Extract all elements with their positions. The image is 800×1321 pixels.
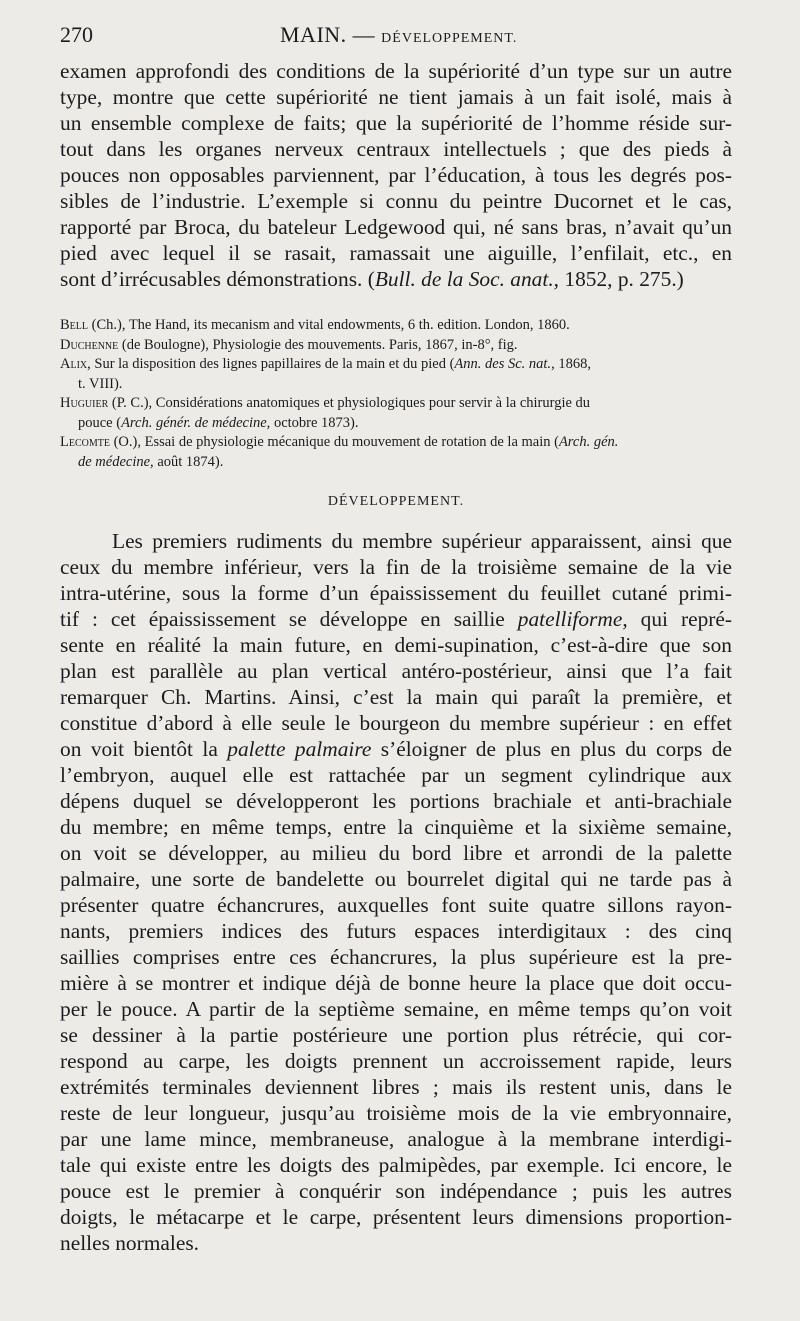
text-line: [60, 554, 732, 580]
text-run: palmaire, une sorte de bandelette ou bourrelet digital qui ne tarde pas à: [60, 867, 732, 891]
text-run: tale qui existe entre les doigts des palmipèdes, par exemple. Ici encore, le: [60, 1153, 732, 1177]
text-run: pouce est le premier à conquérir son indépendance ; puis les autres: [60, 1179, 732, 1203]
text-run: , qui repré-: [622, 607, 732, 631]
reference-text: octobre 1873).: [270, 414, 359, 431]
reference-text: (Ch.), The Hand, its mecanism and vital endowments, 6 th. edition. London, 1860.: [88, 317, 570, 333]
text-line: un ensemble complexe de faits; que la supériorité de l’homme réside sur-: [60, 111, 732, 135]
italic-term: palette palmaire: [227, 737, 372, 761]
reference-author: Lecomte: [60, 434, 110, 450]
text-run: mière à se montrer et indique déjà de bonne heure la place que doit occu-: [60, 971, 732, 995]
reference-entry: [60, 433, 732, 472]
intro-paragraph: [60, 58, 732, 292]
reference-continuation: [60, 453, 732, 473]
reference-text: , Sur la disposition des lignes papillaires de la main et du pied (: [87, 356, 455, 372]
text-line: [60, 1126, 732, 1152]
reference-journal: Arch. génér. de médecine,: [121, 414, 271, 431]
text-run: , 1852, p. 275.): [553, 267, 684, 291]
text-run: saillies comprises entre ces échancrures, la plus supérieure est la pre-: [60, 945, 732, 969]
reference-text: août 1874).: [153, 453, 224, 470]
text-run: Les premiers rudiments du membre supérieur apparaissent, ainsi que: [112, 529, 732, 553]
text-line: [60, 528, 732, 554]
section-heading: DÉVELOPPEMENT.: [327, 494, 465, 509]
text-run: respond au carpe, les doigts prennent un accroissement rapide, leurs: [60, 1049, 732, 1073]
text-line: [60, 1230, 732, 1256]
reference-entry: [60, 316, 732, 336]
main-paragraph: [60, 528, 732, 1256]
text-run: doigts, le métacarpe et le carpe, présentent leurs dimensions proportion-: [60, 1205, 732, 1229]
text-line: [60, 736, 732, 762]
text-line: [60, 606, 732, 632]
text-run: se dessiner à la partie postérieure une portion plus rétrécie, qui cor-: [60, 1023, 732, 1047]
reference-author: Huguier: [60, 395, 109, 411]
text-line: [60, 684, 732, 710]
text-run: du membre; en même temps, entre la cinquième et la sixième semaine,: [60, 815, 732, 839]
text-line: examen approfondi des conditions de la supériorité d’un type sur un autre: [60, 59, 732, 83]
text-line: sibles de l’industrie. L’exemple si connu du peintre Ducornet et le cas,: [60, 189, 732, 213]
text-run: tif : cet épaississement se développe en saillie: [60, 607, 518, 631]
text-line: pouces non opposables parviennent, par l’éducation, à tous les degrés pos-: [60, 163, 732, 187]
text-line: [60, 788, 732, 814]
reference-journal: Arch. gén.: [558, 434, 619, 450]
text-run: on voit bientôt la: [60, 737, 228, 761]
text-line: pied avec lequel il se rasait, ramassait une aiguille, l’enfilait, etc., en: [60, 241, 732, 265]
italic-term: patelliforme: [517, 607, 623, 631]
page-body: [60, 58, 732, 1256]
page-number: 270: [60, 22, 93, 47]
text-line: [60, 996, 732, 1022]
reference-author: Bell: [60, 317, 88, 333]
reference-entry: [60, 394, 732, 433]
text-line: [60, 762, 732, 788]
text-line: [60, 1204, 732, 1230]
text-line: [60, 1048, 732, 1074]
text-run: sente en réalité la main future, en demi-supination, c’est-à-dire que son: [60, 633, 732, 657]
running-title-main: MAIN.: [280, 22, 347, 47]
text-run: l’embryon, auquel elle est rattachée par un segment cylindrique aux: [60, 763, 732, 787]
text-line: tout dans les organes nerveux centraux intellectuels ; que des pieds à: [60, 137, 732, 161]
reference-author: Alix: [60, 356, 88, 372]
text-line: [60, 866, 732, 892]
text-run: nants, premiers indices des futurs espaces interdigitaux : des cinq: [60, 919, 732, 943]
text-line: type, montre que cette supériorité ne tient jamais à un fait isolé, mais à: [60, 85, 732, 109]
text-run: remarquer Ch. Martins. Ainsi, c’est la main qui paraît la première, et: [60, 685, 732, 709]
text-run: ceux du membre inférieur, vers la fin de la troisième semaine de la vie: [60, 555, 732, 579]
text-line: rapporté par Broca, du bateleur Ledgewood qui, né sans bras, n’avait qu’un: [60, 215, 732, 239]
text-run: extrémités terminales deviennent libres ; mais ils restent unis, dans le: [60, 1075, 732, 1099]
text-run: par une lame mince, membraneuse, analogue à la membrane interdigi-: [60, 1127, 732, 1151]
reference-text: t. VIII).: [78, 375, 123, 392]
text-line: [60, 944, 732, 970]
text-line: [60, 814, 732, 840]
text-line: [60, 1074, 732, 1100]
reference-entry: [60, 336, 732, 356]
text-line: [60, 710, 732, 736]
reference-entry: [60, 355, 732, 394]
text-run: intra-utérine, sous la forme d’un épaississement du feuillet cutané primi-: [60, 581, 732, 605]
text-run: reste de leur longueur, jusqu’au troisième mois de la vie embryonnaire,: [60, 1101, 732, 1125]
text-run: présenter quatre échancrures, auxquelles font suite quatre sillons rayon-: [60, 893, 732, 917]
text-run: sont d’irrécusables démonstrations. (: [60, 267, 375, 291]
reference-text: (P. C.), Considérations anatomiques et physiologiques pour servir à la chirurgie du: [108, 395, 591, 411]
text-line: [60, 1022, 732, 1048]
bibliography: [60, 316, 732, 472]
text-line: [60, 1178, 732, 1204]
running-title: [280, 22, 517, 48]
text-run: s’éloigner de plus en plus du corps de: [371, 737, 733, 761]
text-run: per le pouce. A partir de la septième semaine, en même temps qu’on voit: [60, 997, 732, 1021]
text-line: [60, 1100, 732, 1126]
running-title-section: DÉVELOPPEMENT.: [381, 31, 518, 46]
reference-author: Duchenne: [60, 336, 119, 353]
text-run: on voit se développer, au milieu du bord libre et arrondi de la palette: [60, 841, 732, 865]
text-line: [60, 658, 732, 684]
text-line: [60, 840, 732, 866]
running-title-dash: —: [352, 22, 376, 47]
citation-journal: Bull. de la Soc. anat.: [374, 267, 554, 291]
text-line: [60, 632, 732, 658]
reference-text: , 1868,: [551, 356, 591, 372]
reference-journal: Ann. des Sc. nat.: [454, 356, 552, 372]
text-line: [60, 918, 732, 944]
text-line: [60, 580, 732, 606]
page-header: [60, 20, 732, 54]
text-run: plan est parallèle au plan vertical antéro-postérieur, ainsi que l’a fait: [60, 659, 732, 683]
reference-continuation: [60, 414, 732, 434]
reference-continuation: [60, 375, 732, 395]
text-line: [60, 892, 732, 918]
text-line: [60, 1152, 732, 1178]
reference-text: (de Boulogne), Physiologie des mouvements. Paris, 1867, in-8°, fig.: [118, 336, 518, 353]
reference-text: pouce (: [78, 414, 122, 431]
text-line: [60, 266, 732, 292]
reference-text: (O.), Essai de physiologie mécanique du mouvement de rotation de la main (: [109, 434, 559, 450]
text-run: constitue d’abord à elle seule le bourgeon du membre supérieur : en effet: [60, 711, 732, 735]
text-line: [60, 970, 732, 996]
text-run: dépens duquel se développeront les portions brachiale et anti-brachiale: [60, 789, 732, 813]
text-run: nelles normales.: [60, 1231, 199, 1255]
reference-journal: de médecine,: [78, 453, 154, 470]
